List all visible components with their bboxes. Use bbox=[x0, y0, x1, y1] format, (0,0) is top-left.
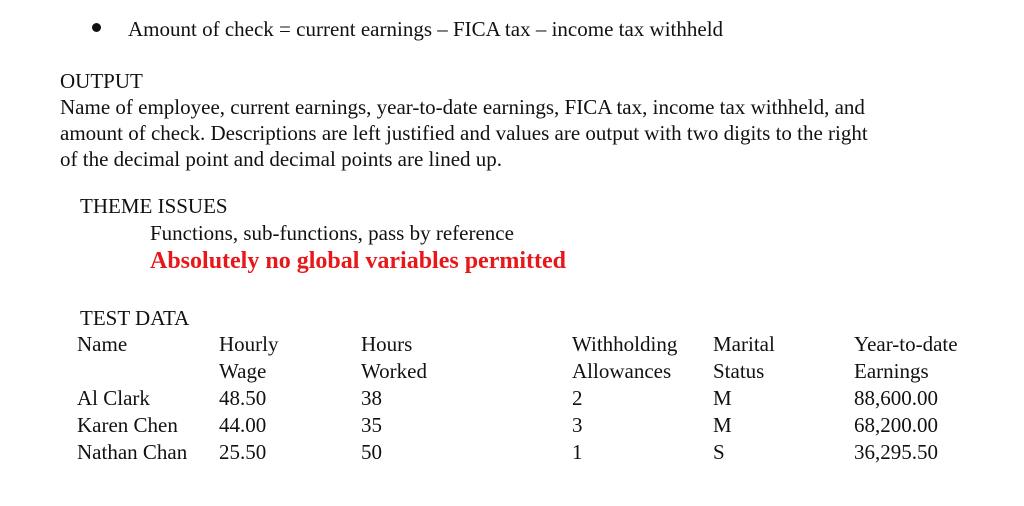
hours-worked: 35 bbox=[361, 413, 382, 437]
column-header: Allowances bbox=[572, 359, 672, 383]
column-header: Status bbox=[713, 359, 765, 383]
test-data-table bbox=[77, 331, 1014, 466]
test-data-heading: TEST DATA bbox=[80, 306, 190, 330]
bullet-point bbox=[92, 23, 101, 32]
table-row bbox=[77, 385, 1014, 412]
table-header-row bbox=[77, 358, 1014, 385]
hours-worked: 50 bbox=[361, 440, 382, 464]
table-row bbox=[77, 439, 1014, 466]
hours-worked: 38 bbox=[361, 386, 382, 410]
employee-name: Nathan Chan bbox=[77, 440, 188, 464]
theme-issues-text: Functions, sub-functions, pass by reference bbox=[150, 221, 514, 245]
column-header: Hours bbox=[361, 332, 413, 356]
output-description-line: Name of employee, current earnings, year-to-date earnings, FICA tax, income tax withheld, and bbox=[60, 95, 865, 119]
theme-issues-heading: THEME ISSUES bbox=[80, 194, 228, 218]
output-heading: OUTPUT bbox=[60, 69, 143, 93]
marital-status: M bbox=[713, 386, 732, 410]
withholding-allowances: 2 bbox=[572, 386, 583, 410]
column-header bbox=[77, 358, 219, 385]
column-header: Worked bbox=[361, 359, 427, 383]
column-header: Name bbox=[77, 332, 128, 356]
global-variables-warning: Absolutely no global variables permitted bbox=[150, 248, 567, 274]
column-header: Hourly bbox=[219, 332, 279, 356]
withholding-allowances: 1 bbox=[572, 440, 583, 464]
column-header: Year-to-date bbox=[854, 332, 958, 356]
year-to-date-earnings: 88,600.00 bbox=[854, 386, 938, 410]
table-row bbox=[77, 412, 1014, 439]
hourly-wage: 48.50 bbox=[219, 386, 267, 410]
column-header: Withholding bbox=[572, 332, 678, 356]
year-to-date-earnings: 36,295.50 bbox=[854, 440, 938, 464]
employee-name: Karen Chen bbox=[77, 413, 178, 437]
column-header: Marital bbox=[713, 332, 775, 356]
hourly-wage: 44.00 bbox=[219, 413, 267, 437]
output-description-line: of the decimal point and decimal points are lined up. bbox=[60, 147, 503, 171]
output-description-line: amount of check. Descriptions are left justified and values are output with two digits to the right bbox=[60, 121, 868, 145]
marital-status: M bbox=[713, 413, 732, 437]
marital-status: S bbox=[713, 440, 725, 464]
hourly-wage: 25.50 bbox=[219, 440, 267, 464]
formula-bullet-text: Amount of check = current earnings – FICA tax – income tax withheld bbox=[128, 17, 724, 41]
table-header-row bbox=[77, 331, 1014, 358]
column-header: Earnings bbox=[854, 359, 929, 383]
employee-name: Al Clark bbox=[77, 386, 150, 410]
year-to-date-earnings: 68,200.00 bbox=[854, 413, 938, 437]
withholding-allowances: 3 bbox=[572, 413, 583, 437]
column-header: Wage bbox=[219, 359, 267, 383]
